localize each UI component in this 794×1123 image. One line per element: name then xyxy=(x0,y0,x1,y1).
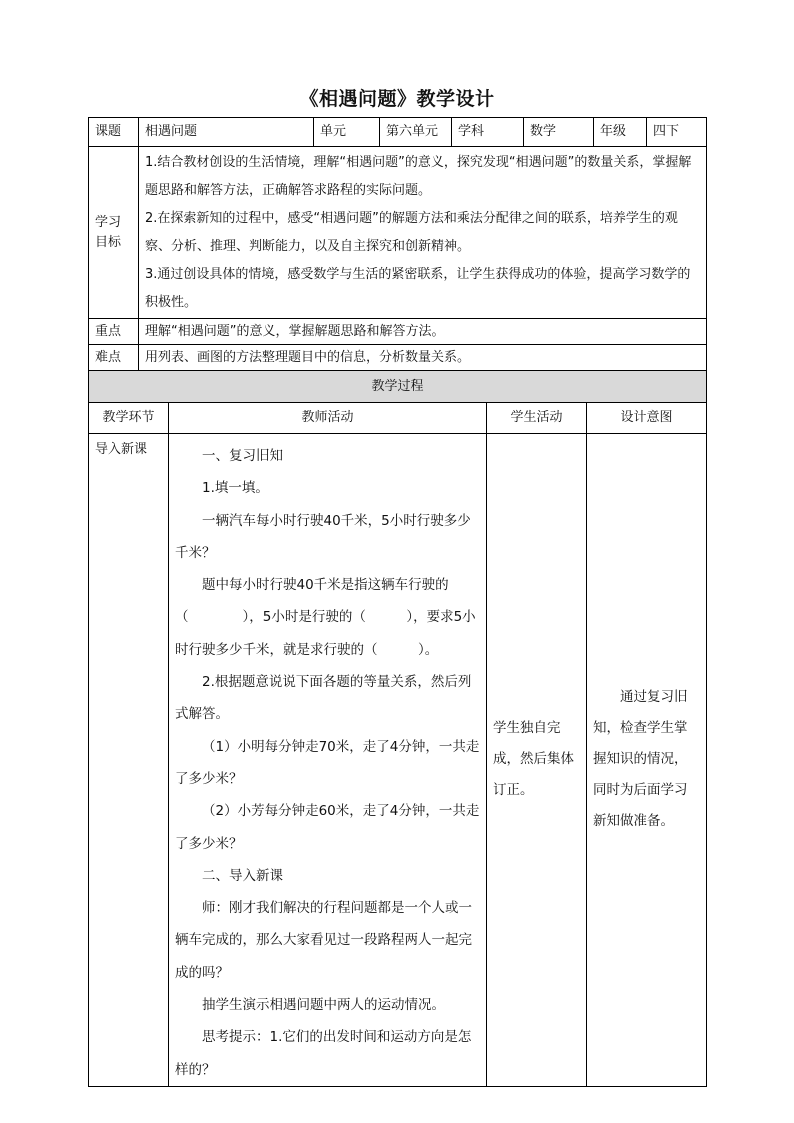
grade-value: 四下 xyxy=(647,118,707,147)
objective-2: 2.在探索新知的过程中，感受“相遇问题”的解题方法和乘法分配律之间的联系，培养学生的观察、分析、推理、判断能力，以及自主探究和创新精神。 xyxy=(145,210,678,254)
teacher-line: 思考提示：1.它们的出发时间和运动方向是怎样的？ xyxy=(175,1029,472,1078)
grade-label: 年级 xyxy=(594,118,647,147)
col-intent: 设计意图 xyxy=(587,403,707,434)
difficulty-label: 难点 xyxy=(89,345,139,371)
objective-3: 3.通过创设具体的情境，感受数学与生活的紧密联系，让学生获得成功的体验，提高学习数学的积极性。 xyxy=(145,266,691,310)
process-table xyxy=(88,370,707,1087)
difficulty-value: 用列表、画图的方法整理题目中的信息，分析数量关系。 xyxy=(139,345,707,371)
key-value: 理解“相遇问题”的意义，掌握解题思路和解答方法。 xyxy=(139,319,707,345)
teacher-line: 1.填一填。 xyxy=(202,480,269,497)
teacher-line: （1）小明每分钟走70米，走了4分钟，一共走了多少米？ xyxy=(175,738,480,787)
teacher-line: 题中每小时行驶40千米是指这辆车行驶的（ ），5小时是行驶的（ ），要求5小时行驶多少千米，就是求行驶的（ ）。 xyxy=(175,577,476,658)
teacher-line: （2）小芳每分钟走60米，走了4分钟，一共走了多少米？ xyxy=(175,803,480,852)
key-label: 重点 xyxy=(89,319,139,345)
objectives-label-line-1: 学习 xyxy=(95,214,122,230)
subject-value: 数学 xyxy=(524,118,594,147)
teacher-line: 抽学生演示相遇问题中两人的运动情况。 xyxy=(202,997,445,1014)
teacher-line: 2.根据题意说说下面各题的等量关系，然后列式解答。 xyxy=(175,674,472,723)
stage-cell: 导入新课 xyxy=(89,434,169,1087)
topic-value: 相遇问题 xyxy=(139,118,314,147)
unit-value: 第六单元 xyxy=(380,118,452,147)
design-intent: 通过复习旧知，检查学生掌握知识的情况，同时为后面学习新知做准备。 xyxy=(587,434,707,1087)
document-title: 《相遇问题》教学设计 xyxy=(299,88,495,110)
objectives-label xyxy=(89,147,139,319)
subject-label: 学科 xyxy=(452,118,524,147)
objectives-label-line-2: 目标 xyxy=(95,234,122,250)
info-table xyxy=(88,117,707,371)
topic-label: 课题 xyxy=(89,118,139,147)
unit-label: 单元 xyxy=(314,118,380,147)
col-stage: 教学环节 xyxy=(89,403,169,434)
teacher-line: 师：刚才我们解决的行程问题都是一个人或一辆车完成的，那么大家看见过一段路程两人一起完成的吗？ xyxy=(175,900,472,981)
process-heading: 教学过程 xyxy=(89,371,707,403)
teacher-line: 一、复习旧知 xyxy=(202,448,283,464)
teacher-activity xyxy=(169,434,487,1087)
col-student: 学生活动 xyxy=(487,403,587,434)
student-activity: 学生独自完成，然后集体订正。 xyxy=(487,434,587,1087)
objective-1: 1.结合教材创设的生活情境，理解“相遇问题”的意义，探究发现“相遇问题”的数量关系，掌握解题思路和解答方法，正确解答求路程的实际问题。 xyxy=(145,154,692,198)
teacher-line: 一辆汽车每小时行驶40千米，5小时行驶多少千米？ xyxy=(175,512,471,561)
objectives-cell xyxy=(139,147,707,319)
col-teacher: 教师活动 xyxy=(169,403,487,434)
teacher-line: 二、导入新课 xyxy=(202,867,283,884)
